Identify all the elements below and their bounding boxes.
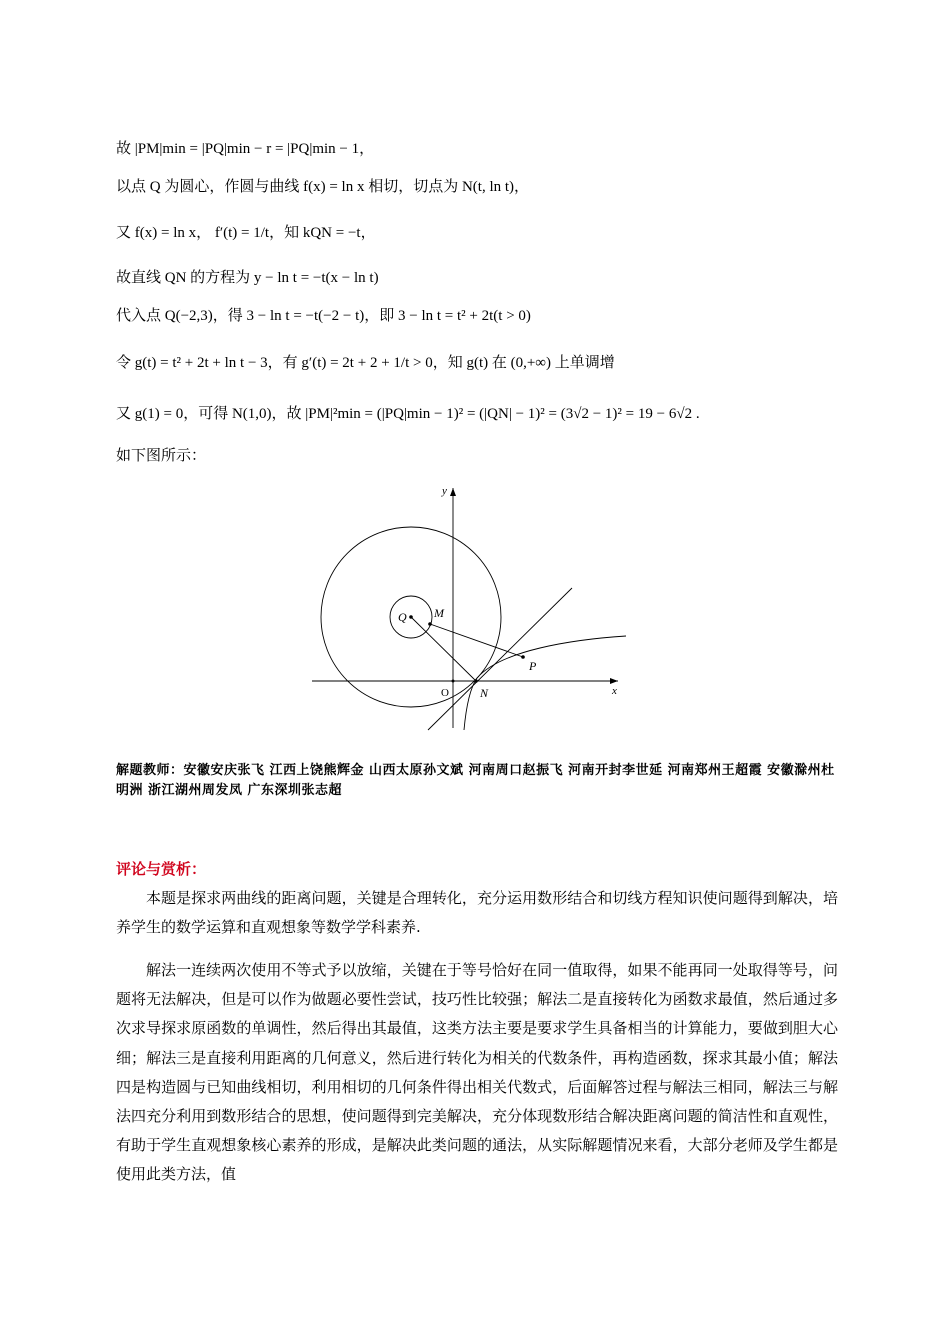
geometry-figure	[300, 478, 640, 738]
origin-point	[452, 680, 455, 683]
solution-line-2: 以点 Q 为圆心，作圆与曲线 f(x) = ln x 相切，切点为 N(t, ln t)，	[116, 179, 530, 195]
point-N	[474, 679, 478, 683]
ln-curve	[464, 636, 626, 730]
label-origin: O	[441, 687, 449, 699]
review-paragraph-1: 本题是探求两曲线的距离问题，关键是合理转化，充分运用数形结合和切线方程知识使问题得到解决，培养学生的数学运算和直观想象等数学学科素养.	[116, 889, 838, 937]
point-P	[521, 655, 525, 659]
solution-line-3: 又 f(x) = ln x， f′(t) = 1/t，知 kQN = −t，	[116, 225, 376, 241]
point-M	[428, 622, 432, 626]
solution-line-7: 又 g(1) = 0，可得 N(1,0)，故 |PM|²min = (|PQ|min − 1)² = (|QN| − 1)² = (3√2 − 1)² = 19 − 6√2 .	[116, 406, 700, 422]
label-Q: Q	[398, 610, 407, 624]
label-N: N	[480, 686, 489, 700]
point-Q	[409, 615, 413, 619]
x-axis-arrow	[610, 678, 618, 684]
line-QN	[411, 617, 476, 681]
label-M: M	[434, 606, 444, 620]
solution-line-6: 令 g(t) = t² + 2t + ln t − 3，有 g′(t) = 2t + 2 + 1/t > 0，知 g(t) 在 (0,+∞) 上单调增	[116, 355, 615, 371]
review-paragraph-2: 解法一连续两次使用不等式予以放缩，关键在于等号恰好在同一值取得，如果不能再同一处取得等号，问题将无法解决，但是可以作为做题必要性尝试，技巧性比较强；解法二是直接转化为函数求最值，然后通过多次求导探求原函数的单调性，然后得出其最值，这类方法主要是要求学生具备相当的计算能力，要做到胆大心细；解法三是直接利用距离的几何意义，然后进行转化为相关的代数条件，再构造函数，探求其最小值；解法四是构造圆与已知曲线相切，利用相切的几何条件得出相关代数式，后面解答过程与解法三相同，解法三与解法四充分利用到数形结合的思想，使问题得到完美解决，充分体现数形结合解决距离问题的简洁性和直观性，有助于学生直观想象核心素养的形成，是解决此类问题的通法，从实际解题情况来看，大部分老师及学生都是使用此类方法，值	[116, 961, 838, 1184]
credits: 解题教师：安徽安庆张飞 江西上饶熊辉金 山西太原孙文斌 河南周口赵振飞 河南开封李世延 河南郑州王超霞 安徽滁州杜明洲 浙江湖州周发凤 广东深圳张志超	[116, 763, 835, 798]
label-x-axis: x	[612, 685, 617, 697]
y-axis-arrow	[450, 488, 456, 496]
solution-line-4: 故直线 QN 的方程为 y − ln t = −t(x − ln t)	[116, 270, 379, 286]
solution-line-1: 故 |PM|min = |PQ|min − r = |PQ|min − 1，	[116, 141, 375, 157]
review-heading: 评论与赏析：	[116, 860, 207, 878]
figure-svg	[300, 478, 640, 738]
solution-line-5: 代入点 Q(−2,3)，得 3 − ln t = −t(−2 − t)，即 3 − ln t = t² + 2t(t > 0)	[116, 308, 531, 324]
label-y-axis: y	[442, 485, 447, 497]
label-P: P	[529, 659, 537, 673]
tangent-line	[428, 588, 572, 730]
line-MP	[430, 624, 523, 657]
figure-intro: 如下图所示：	[116, 446, 207, 464]
